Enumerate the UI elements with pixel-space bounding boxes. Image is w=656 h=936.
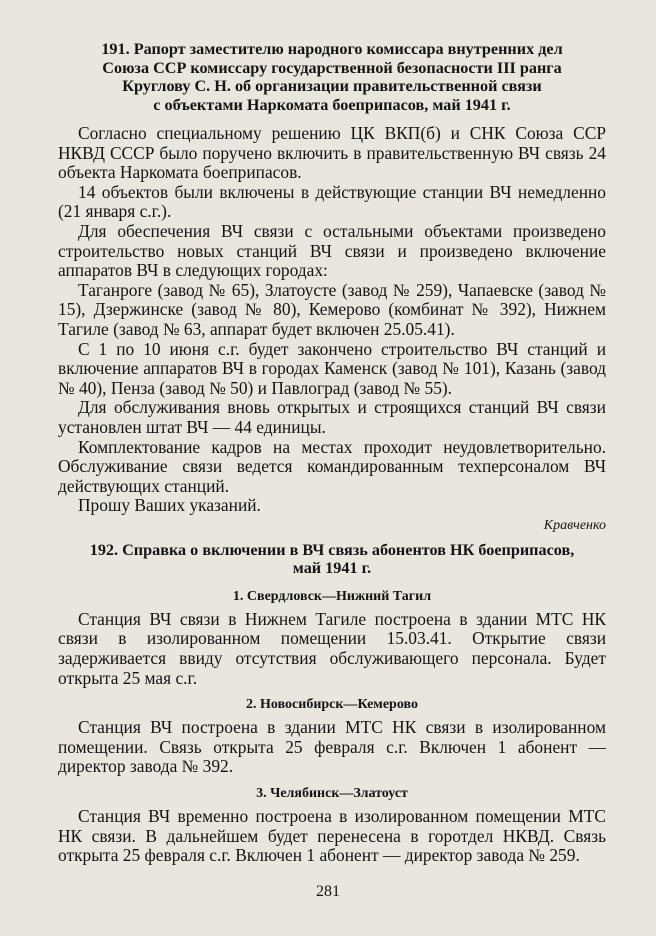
paragraph: 14 объектов были включены в действующие станции ВЧ немедленно (21 января с.г.).	[58, 181, 606, 222]
section-heading: 2. Новосибирск—Кемерово	[246, 697, 418, 713]
page-number: 281	[316, 883, 340, 900]
signature: Кравченко	[543, 517, 606, 533]
paragraph: Для обслуживания вновь открытых и строящихся станций ВЧ связи установлен штат ВЧ — 44 единицы.	[58, 397, 606, 437]
paragraph: Станция ВЧ построена в здании МТС НК связи в изолированном помещении. Связь открыта 25 февраля с.г. Включен 1 абонент — директор завода № 392.	[58, 717, 606, 777]
paragraph: Станция ВЧ связи в Нижнем Тагиле построена в здании МТС НК связи в изолированном помещении 15.03.41. Открытие связи задерживается ввиду отсутствия обслуживающего персонала. Будет открыта 25 мая с.г.	[58, 608, 606, 688]
paragraph: Станция ВЧ временно построена в изолированном помещении МТС НК связи. В дальнейшем будет перенесена в горотдел НКВД. Связь открыта 25 февраля с.г. Включен 1 абонент — директор завода № 259.	[58, 806, 606, 866]
title-line: май 1941 г.	[292, 559, 372, 578]
section-heading: 3. Челябинск—Златоуст	[256, 786, 408, 802]
title-line: Союза ССР комиссару государственной безопасности III ранга	[102, 58, 562, 77]
title-line: с объектами Наркомата боеприпасов, май 1941 г.	[153, 95, 511, 114]
paragraph: Согласно специальному решению ЦК ВКП(б) и СНК Союза ССР НКВД СССР было поручено включить в правительственную ВЧ связь 24 объекта Наркомата боеприпасов.	[58, 123, 606, 183]
title-line: 192. Справка о включении в ВЧ связь абонентов НК боеприпасов,	[89, 540, 575, 559]
paragraph: Комплектование кадров на местах проходит неудовлетворительно. Обслуживание связи ведется командированным техперсоналом ВЧ действующих станций.	[58, 436, 606, 496]
paragraph: Таганроге (завод № 65), Златоусте (завод № 259), Чапаевске (завод № 15), Дзержинске (завод № 80), Кемерово (комбинат № 392), Нижнем Тагиле (завод № 63, аппарат будет включен 25.05.41).	[58, 279, 606, 339]
paragraph: С 1 по 10 июня с.г. будет закончено строительство ВЧ станций и включение аппаратов ВЧ в городах Каменск (завод № 101), Казань (завод № 40), Пенза (завод № 50) и Павлоград (завод № 55).	[58, 338, 606, 398]
title-line: 191. Рапорт заместителю народного комиссара внутренних дел	[101, 40, 563, 58]
document-192-title	[58, 541, 606, 578]
title-line: Круглову С. Н. об организации правительственной связи	[122, 77, 542, 95]
paragraph: Прошу Ваших указаний.	[78, 495, 261, 516]
section-heading: 1. Свердловск—Нижний Тагил	[232, 588, 432, 604]
document-191-title	[58, 40, 606, 114]
paragraph: Для обеспечения ВЧ связи с остальными объектами произведено строительство новых станций ВЧ связи и произведено включение аппаратов ВЧ в следующих городах:	[58, 220, 606, 281]
